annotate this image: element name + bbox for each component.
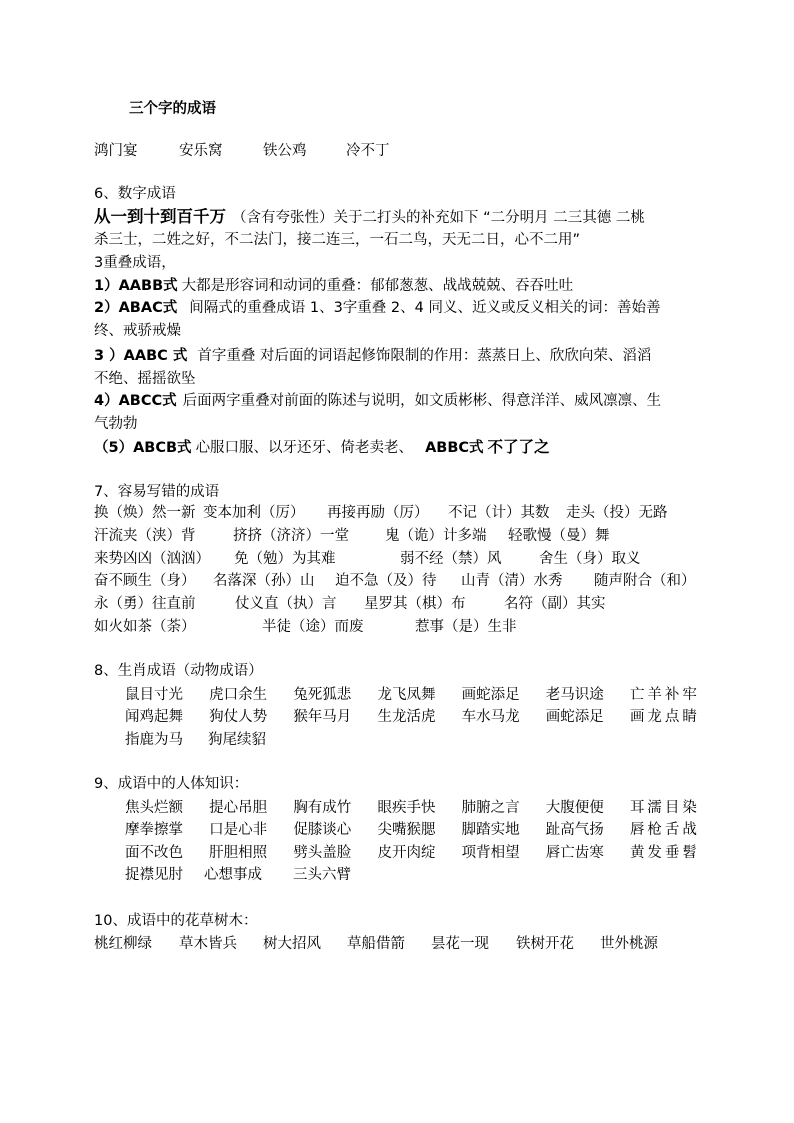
idiom: 惹事（是）生非 <box>415 619 517 635</box>
three-char-idioms <box>94 140 390 162</box>
aabc-text: 首字重叠 对后面的词语起修饰限制的作用：蒸蒸日上、欣欣向荣、滔滔 <box>197 348 652 364</box>
body-row-3 <box>125 842 700 864</box>
idiom: 随声附合（和） <box>594 573 696 589</box>
typo-row-1 <box>94 502 668 524</box>
idiom: 冷不丁 <box>346 143 390 159</box>
idiom: 鼠目寸光 <box>125 687 183 703</box>
idiom: 尖嘴猴腮 <box>377 822 436 838</box>
idiom: 大腹便便 <box>545 800 604 816</box>
aabb-line <box>94 275 573 297</box>
idiom: 鬼（诡）计多端 <box>385 528 487 544</box>
idiom: 龙飞凤舞 <box>377 687 436 703</box>
section-title: 三个字的成语 <box>129 101 216 117</box>
idiom: 焦头烂额 <box>125 800 183 816</box>
idiom: 如火如茶（荼） <box>94 619 196 635</box>
idiom: 心想事成 <box>204 867 262 883</box>
idiom: 变本加利（厉） <box>203 505 305 521</box>
idiom: 捉襟见肘 <box>125 867 183 883</box>
abcb-label: （5）ABCB式 <box>94 440 192 456</box>
zodiac-row-2 <box>125 706 700 728</box>
idiom: 永（勇）往直前 <box>94 596 196 612</box>
idiom: 不记（计）其数 <box>448 505 550 521</box>
idiom: 奋不顾生（身） <box>94 573 196 589</box>
idiom: 草船借箭 <box>347 936 405 952</box>
idiom: 轻歌慢（曼）舞 <box>508 528 610 544</box>
abbc-text: 不了了之 <box>487 438 550 456</box>
number-idiom-emphasis: 从一到十到百千万 <box>94 207 226 226</box>
idiom: 肺腑之言 <box>461 800 520 816</box>
idiom: 眼疾手快 <box>377 800 436 816</box>
idiom: 桃红柳绿 <box>94 936 152 952</box>
body-row-1 <box>125 797 700 819</box>
aabc-line <box>94 345 651 367</box>
idiom: 星罗其（棋）布 <box>364 596 466 612</box>
section-10-heading: 10、成语中的花草树木： <box>94 913 258 929</box>
typo-row-3 <box>94 548 641 570</box>
body-row-4 <box>125 864 351 886</box>
abcc-label: 4）ABCC式 <box>94 393 177 409</box>
idiom: 狗尾续貂 <box>208 732 266 748</box>
idiom: 狗仗人势 <box>209 709 268 725</box>
idiom: 提心吊胆 <box>209 800 268 816</box>
typo-row-6 <box>94 616 517 638</box>
idiom: 指鹿为马 <box>125 732 183 748</box>
aabc-line2: 不绝、摇摇欲坠 <box>94 371 196 387</box>
idiom: 来势凶凶（汹汹） <box>94 551 210 567</box>
abac-line2: 终、戒骄戒燥 <box>94 323 181 339</box>
idiom: 画蛇添足 <box>461 687 520 703</box>
idiom: 亡羊补牢 <box>629 687 700 703</box>
idiom: 虎口余生 <box>209 687 268 703</box>
abcb-line <box>94 436 550 459</box>
abbc-label: ABBC式 <box>425 440 484 456</box>
idiom: 黄发垂髫 <box>629 845 700 861</box>
section-8-heading: 8、生肖成语（动物成语） <box>94 663 263 679</box>
idiom: 生龙活虎 <box>377 709 436 725</box>
idiom: 迫不急（及）待 <box>335 573 437 589</box>
idiom: 免（勉）为其难 <box>234 551 336 567</box>
idiom: 口是心非 <box>209 822 268 838</box>
idiom: 唇枪舌战 <box>629 822 700 838</box>
section-6-line1 <box>94 206 645 229</box>
idiom: 劈头盖脸 <box>293 845 352 861</box>
idiom: 皮开肉绽 <box>377 845 436 861</box>
section-9-heading: 9、成语中的人体知识： <box>94 776 249 792</box>
idiom: 三头六臂 <box>293 867 351 883</box>
idiom: 鸿门宴 <box>94 143 138 159</box>
idiom: 画蛇添足 <box>545 709 604 725</box>
idiom: 耳濡目染 <box>629 800 700 816</box>
zodiac-row-1 <box>125 684 700 706</box>
abac-label: 2）ABAC式 <box>94 300 178 316</box>
abcb-text: 心服口服、以牙还牙、倚老卖老、 <box>195 440 414 456</box>
abcc-line <box>94 390 661 412</box>
aabc-label: 3 ）AABC 式 <box>94 348 188 364</box>
idiom: 仗义直（执）言 <box>235 596 337 612</box>
idiom: 昙花一现 <box>431 936 489 952</box>
chongdie-heading: 3重叠成语， <box>94 255 176 271</box>
idiom: 弱不经（禁）风 <box>400 551 502 567</box>
aabb-label: 1）AABB式 <box>94 278 178 294</box>
idiom: 肝胆相照 <box>209 845 268 861</box>
typo-row-2 <box>94 525 610 547</box>
idiom: 再接再励（厉） <box>327 505 429 521</box>
idiom: 汗流夹（浃）背 <box>94 528 196 544</box>
idiom: 安乐窝 <box>179 143 223 159</box>
idiom: 老马识途 <box>545 687 604 703</box>
idiom: 面不改色 <box>125 845 183 861</box>
abac-text: 间隔式的重叠成语 1、3字重叠 2、4 同义、近义或反义相关的词：善始善 <box>189 300 661 316</box>
idiom: 趾高气扬 <box>545 822 604 838</box>
idiom: 铁树开花 <box>516 936 574 952</box>
idiom: 脚踏实地 <box>461 822 520 838</box>
idiom: 树大招风 <box>263 936 321 952</box>
idiom: 闻鸡起舞 <box>125 709 183 725</box>
abcc-text: 后面两字重叠对前面的陈述与说明，如文质彬彬、得意洋洋、威风凛凛、生 <box>182 393 662 409</box>
idiom: 摩拳擦掌 <box>125 822 183 838</box>
section-6-text: （含有夸张性）关于二打头的补充如下 “二分明月 二三其德 二桃 <box>232 210 645 226</box>
idiom: 项背相望 <box>461 845 520 861</box>
idiom: 画龙点睛 <box>629 709 700 725</box>
aabb-text: 大都是形容词和动词的重叠：郁郁葱葱、战战兢兢、吞吞吐吐 <box>181 278 574 294</box>
idiom: 促膝谈心 <box>293 822 352 838</box>
abac-line <box>94 297 660 319</box>
idiom: 草木皆兵 <box>179 936 237 952</box>
idiom: 走头（投）无路 <box>566 505 668 521</box>
plant-idioms-row <box>94 933 658 955</box>
typo-row-5 <box>94 593 606 615</box>
idiom: 胸有成竹 <box>293 800 352 816</box>
section-6-line2: 杀三士，二姓之好，不二法门，接二连三，一石二鸟，天无二日，心不二用” <box>94 232 581 248</box>
idiom: 铁公鸡 <box>263 143 307 159</box>
idiom: 兔死狐悲 <box>293 687 352 703</box>
idiom: 世外桃源 <box>600 936 658 952</box>
idiom: 山青（清）水秀 <box>461 573 563 589</box>
idiom: 挤挤（济济）一堂 <box>233 528 349 544</box>
zodiac-row-3 <box>125 729 266 751</box>
section-7-heading: 7、容易写错的成语 <box>94 484 220 500</box>
idiom: 车水马龙 <box>461 709 520 725</box>
idiom: 半徒（途）而废 <box>262 619 364 635</box>
idiom: 名符（副）其实 <box>504 596 606 612</box>
abcc-line2: 气勃勃 <box>94 416 138 432</box>
idiom: 猴年马月 <box>293 709 352 725</box>
idiom: 唇亡齿寒 <box>545 845 604 861</box>
idiom: 换（焕）然一新 <box>94 505 196 521</box>
section-6-heading: 6、数字成语 <box>94 186 176 202</box>
idiom: 名落深（孙）山 <box>213 573 315 589</box>
typo-row-4 <box>94 570 696 592</box>
idiom: 舍生（身）取义 <box>539 551 641 567</box>
body-row-2 <box>125 819 700 841</box>
